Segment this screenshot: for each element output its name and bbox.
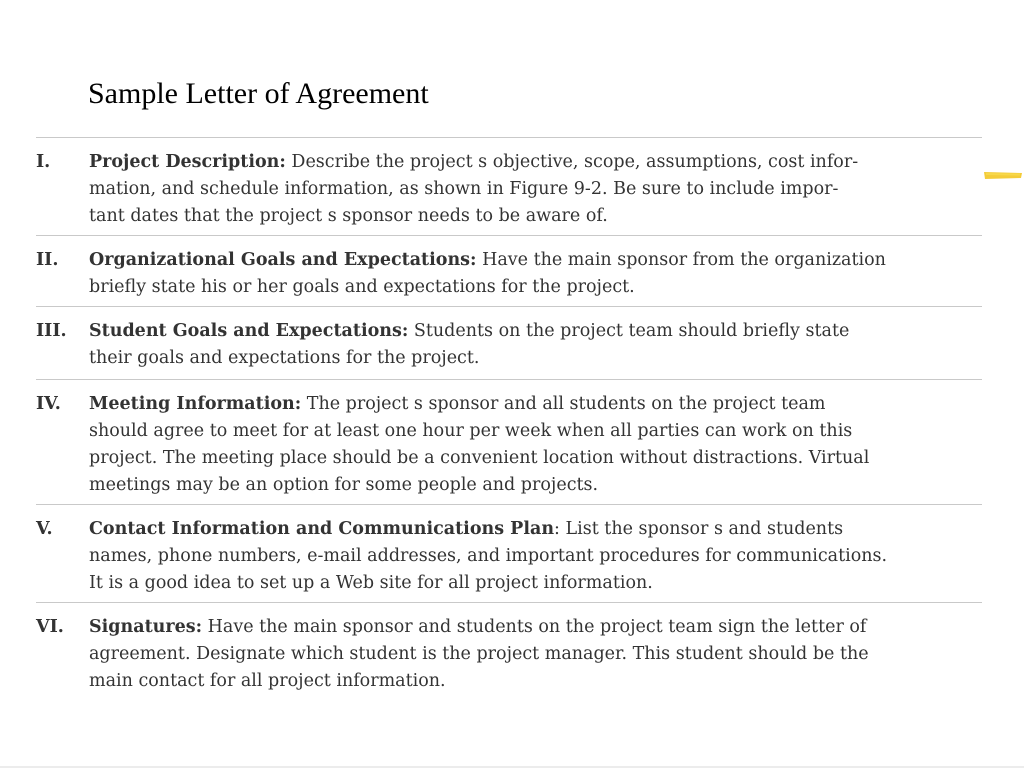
section-line: their goals and expectations for the project.: [89, 348, 480, 368]
section-line: mation, and schedule information, as shown in Figure 9-2. Be sure to include impor-: [89, 179, 839, 199]
section-line: briefly state his or her goals and expectations for the project.: [89, 277, 635, 297]
section-heading: Project Description:: [89, 152, 286, 172]
section-line: meetings may be an option for some people and projects.: [89, 475, 599, 495]
section-text: Have the main sponsor from the organization: [476, 250, 886, 270]
section-line: [89, 318, 976, 345]
section-heading: Signatures:: [89, 617, 203, 637]
section-project-description: [36, 138, 982, 236]
section-contact-information: [36, 505, 982, 603]
section-numeral: III.: [36, 321, 67, 341]
highlighter-mark-icon: [982, 168, 1024, 182]
section-body: [89, 149, 982, 230]
section-line: main contact for all project information.: [89, 671, 446, 691]
section-meeting-information: [36, 380, 982, 505]
section-line: [89, 516, 976, 543]
section-line: It is a good idea to set up a Web site for all project information.: [89, 573, 653, 593]
section-line: tant dates that the project s sponsor needs to be aware of.: [89, 206, 608, 226]
section-line: agreement. Designate which student is the project manager. This student should be the: [89, 644, 869, 664]
section-numeral: II.: [36, 250, 59, 270]
section-body: [89, 247, 982, 301]
section-heading: Contact Information and Communications Plan: [89, 519, 555, 539]
section-line: names, phone numbers, e-mail addresses, and important procedures for communications.: [89, 546, 888, 566]
section-text: Students on the project team should briefly state: [408, 321, 850, 341]
section-student-goals: [36, 307, 982, 380]
section-numeral: VI.: [36, 617, 64, 637]
section-line: [89, 247, 976, 274]
section-organizational-goals: [36, 236, 982, 307]
section-text: : List the sponsor s and students: [554, 519, 844, 539]
section-numeral: IV.: [36, 394, 61, 414]
section-text: Describe the project s objective, scope, assumptions, cost infor-: [285, 152, 859, 172]
section-heading: Meeting Information:: [89, 394, 302, 414]
section-line: [89, 149, 976, 176]
section-line: project. The meeting place should be a convenient location without distractions. Virtual: [89, 448, 870, 468]
section-body: [89, 318, 982, 372]
section-line: should agree to meet for at least one hour per week when all parties can work on this: [89, 421, 853, 441]
section-text: Have the main sponsor and students on the project team sign the letter of: [202, 617, 867, 637]
agreement-sections: [36, 137, 982, 701]
section-numeral: V.: [36, 519, 53, 539]
page-title: Sample Letter of Agreement: [88, 77, 429, 110]
section-line: [89, 391, 976, 418]
section-line: [89, 614, 976, 641]
section-heading: Student Goals and Expectations:: [89, 321, 409, 341]
section-body: [89, 391, 982, 499]
section-body: [89, 614, 982, 695]
section-numeral: I.: [36, 152, 51, 172]
section-body: [89, 516, 982, 597]
section-signatures: [36, 603, 982, 701]
section-heading: Organizational Goals and Expectations:: [89, 250, 477, 270]
section-text: The project s sponsor and all students on the project team: [301, 394, 826, 414]
